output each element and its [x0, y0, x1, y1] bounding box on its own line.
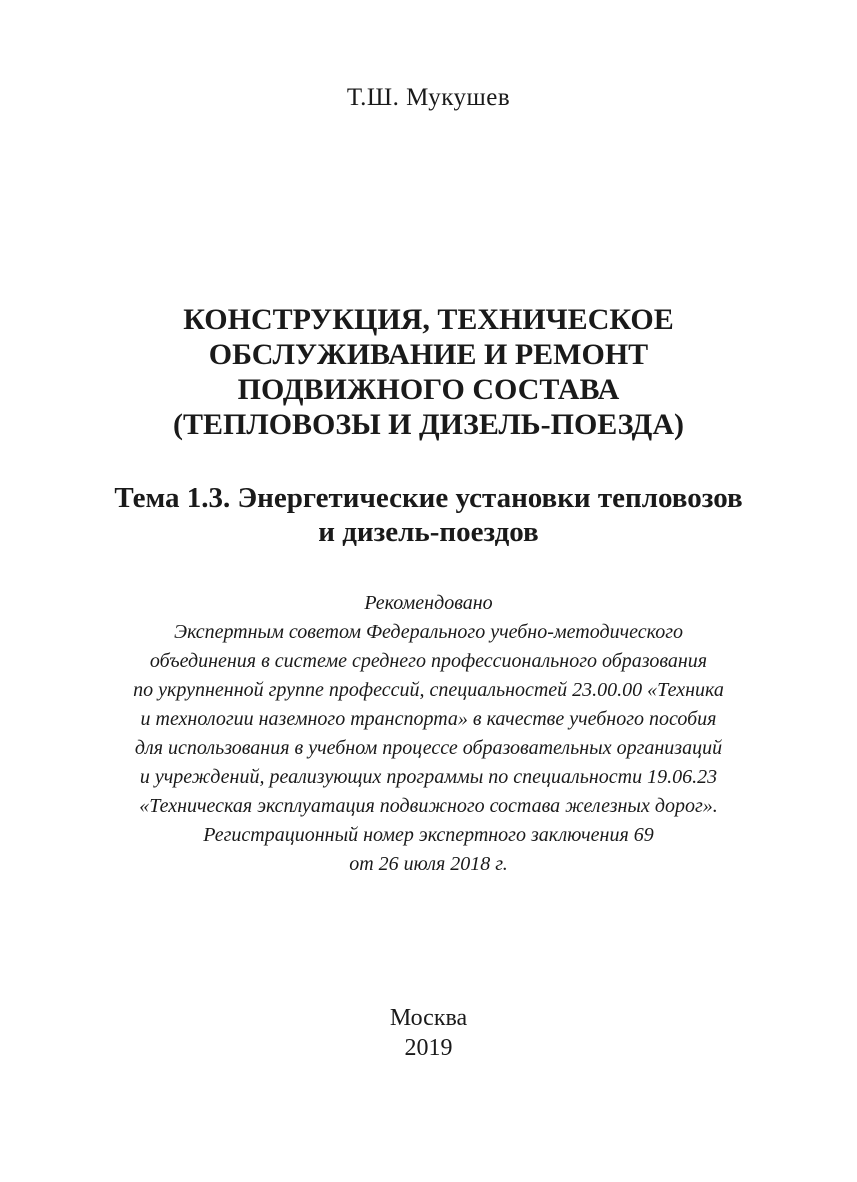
book-title-line: ОБСЛУЖИВАНИЕ И РЕМОНТ — [208, 338, 649, 371]
publication-info — [0, 1003, 857, 1063]
recommendation-line: «Техническая эксплуатация подвижного состава железных дорог». — [139, 795, 718, 817]
recommendation-line: Рекомендовано — [364, 592, 493, 614]
topic-line: Тема 1.3. Энергетические установки тепловозов — [114, 482, 743, 514]
recommendation-line: по укрупненной группе профессий, специальностей 23.00.00 «Техника — [133, 679, 724, 701]
book-title-line: (ТЕПЛОВОЗЫ И ДИЗЕЛЬ-ПОЕЗДА) — [173, 408, 684, 441]
topic-line: и дизель-поездов — [318, 516, 539, 548]
topic-heading — [0, 481, 857, 549]
author-name: Т.Ш. Мукушев — [346, 84, 511, 111]
recommendation-line: и учреждений, реализующих программы по специальности 19.06.23 — [139, 766, 718, 788]
recommendation-line: объединения в системе среднего профессионального образования — [149, 650, 708, 672]
publication-year: 2019 — [404, 1035, 453, 1061]
publication-city: Москва — [389, 1005, 468, 1031]
recommendation-line: Экспертным советом Федерального учебно-методического — [174, 621, 683, 643]
recommendation-block — [0, 589, 857, 879]
recommendation-line: и технологии наземного транспорта» в качестве учебного пособия — [140, 708, 717, 730]
recommendation-line: Регистрационный номер экспертного заключения 69 — [203, 824, 654, 846]
book-title-line: КОНСТРУКЦИЯ, ТЕХНИЧЕСКОЕ — [183, 303, 674, 336]
book-title — [0, 302, 857, 442]
recommendation-line: для использования в учебном процессе образовательных организаций — [134, 737, 723, 759]
book-title-line: ПОДВИЖНОГО СОСТАВА — [237, 373, 620, 406]
recommendation-line: от 26 июля 2018 г. — [349, 853, 508, 875]
